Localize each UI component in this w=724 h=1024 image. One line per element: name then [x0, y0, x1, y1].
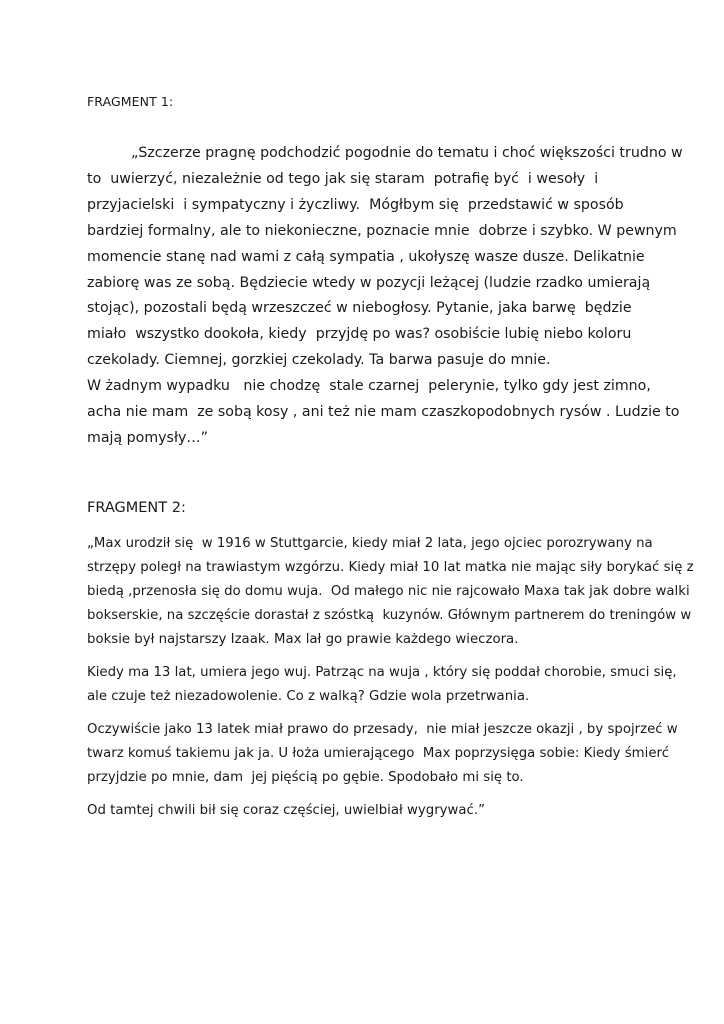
paragraph	[87, 661, 677, 709]
text-line: boksie był najstarszy Izaak. Max lał go prawie każdego wieczora.	[87, 632, 519, 647]
fragment-2-heading: FRAGMENT 2:	[87, 500, 186, 516]
text-line: Oczywiście jako 13 latek miał prawo do przesady, nie miał jeszcze okazji , by spojrzeć w	[87, 722, 678, 737]
paragraph	[87, 532, 694, 652]
text-line: zabiorę was ze sobą. Będziecie wtedy w pozycji leżącej (ludzie rzadko umierają	[87, 274, 651, 291]
text-line: to uwierzyć, niezależnie od tego jak się staram potrafię być i wesoły i	[87, 170, 599, 187]
text-line: czekolady. Ciemnej, gorzkiej czekolady. Ta barwa pasuje do mnie.	[87, 352, 551, 369]
text-line: twarz komuś takiemu jak ja. U łoża umierającego Max poprzysięga sobie: Kiedy śmierć	[87, 746, 669, 761]
text-line: Kiedy ma 13 lat, umiera jego wuj. Patrząc na wuja , który się poddał chorobie, smuci się,	[87, 665, 677, 680]
text-line: miało wszystko dookoła, kiedy przyjdę po was? osobiście lubię niebo koloru	[87, 326, 632, 343]
text-line: momencie stanę nad wami z całą sympatia , ukołyszę wasze dusze. Delikatnie	[87, 248, 645, 265]
text-line: bokserskie, na szczęście dorastał z szóstką kuzynów. Głównym partnerem do treningów w	[87, 608, 692, 623]
text-line: „Szczerze pragnę podchodzić pogodnie do tematu i choć większości trudno w	[131, 145, 683, 161]
fragment-2-text	[87, 532, 694, 832]
text-line: Od tamtej chwili bił się coraz częściej, uwielbiał wygrywać.”	[87, 803, 485, 818]
text-line: biedą ,przenosła się do domu wuja. Od małego nic nie rajcowało Maxa tak jak dobre walki	[87, 584, 690, 599]
text-line: strzępy poległ na trawiastym wzgórzu. Kiedy miał 10 lat matka nie mając siły borykać się z	[87, 560, 694, 575]
text-line: bardziej formalny, ale to niekonieczne, poznacie mnie dobrze i szybko. W pewnym	[87, 222, 677, 239]
fragment-1-text	[87, 141, 683, 452]
text-line: przyjacielski i sympatyczny i życzliwy. Mógłbym się przedstawić w sposób	[87, 196, 624, 213]
text-line: przyjdzie po mnie, dam jej pięścią po gębie. Spodobało mi się to.	[87, 770, 524, 785]
text-line: ale czuje też niezadowolenie. Co z walką? Gdzie wola przetrwania.	[87, 689, 530, 704]
text-line: „Max urodził się w 1916 w Stuttgarcie, kiedy miał 2 lata, jego ojciec porozrywany na	[87, 536, 653, 551]
paragraph	[87, 799, 640, 823]
text-line: stojąc), pozostali będą wrzeszczeć w niebogłosy. Pytanie, jaka barwę będzie	[87, 300, 632, 317]
text-line: acha nie mam ze sobą kosy , ani też nie mam czaszkopodobnych rysów . Ludzie to	[87, 404, 680, 421]
text-line: mają pomysły…”	[87, 429, 208, 446]
paragraph	[87, 718, 678, 790]
fragment-1-heading: FRAGMENT 1:	[87, 94, 174, 109]
text-line: W żadnym wypadku nie chodzę stale czarnej pelerynie, tylko gdy jest zimno,	[87, 378, 651, 395]
